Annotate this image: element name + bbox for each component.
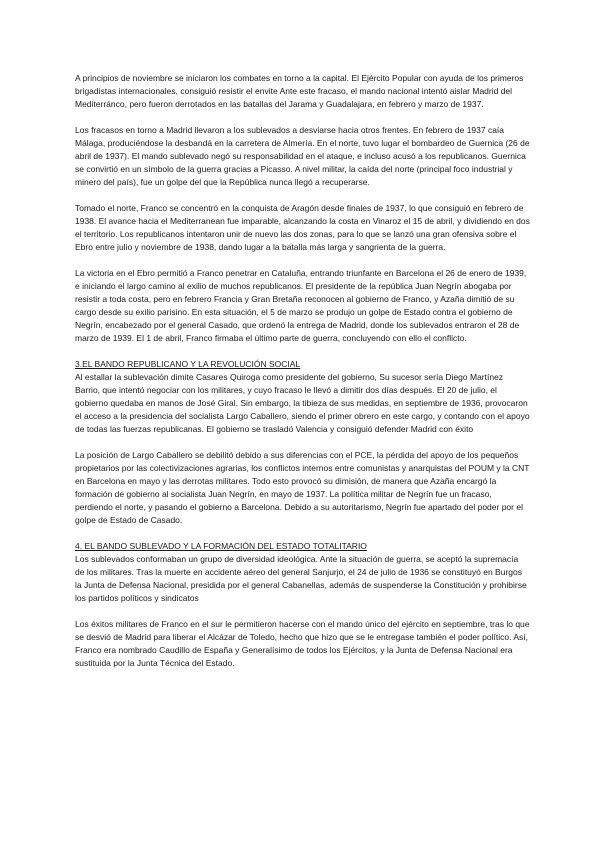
paragraph-end-of-war: La victoria en el Ebro permitió a Franco penetrar en Cataluña, entrando triunfante en Barcelona el 26 de enero de 1939, e iniciando el largo camino al exilio de muchos republicanos. El presidente de la república Juan Negrín abogaba por resistir a toda costa, pero en febrero Francia y Gran Bretaña reconocen al gobierno de Franco, y Azaña dimitió de su cargo desde su exilio parisino. En esta situación, el 5 de marzo se produjo un golpe de Estado contra el gobierno de Negrín, encabezado por el general Casado, que ordenó la entrega de Madrid, donde los sublevados entraron el 28 de marzo de 1939. El 1 de abril, Franco firmaba el último parte de guerra, concluyendo con ello el conflicto. (75, 268, 527, 343)
paragraph-republican-government: Al estallar la sublevación dimite Casares Quiroga como presidente del gobierno, Su sucesor sería Diego Martínez Barrio, que intentó negociar con los militares, y cuyo fracaso le llevó a dimitir dos días después. El 20 de julio, el gobierno quedaba en manos de José Giral. Sin embargo, la tibieza de sus medidas, en septiembre de 1936, provocaron el acceso a la presidencia del socialista Largo Caballero, siendo el primer obrero en este cargo, y contando con el apoyo de todas las fuerzas republicanas. El gobierno se trasladó Valencia y consiguió defender Madrid con éxito (75, 372, 530, 434)
section-heading-nationalist: 4. EL BANDO SUBLEVADO Y LA FORMACIÓN DEL ESTADO TOTALITARIO (75, 541, 367, 551)
paragraph-junta-defensa: Los sublevados conformaban un grupo de diversidad ideológica. Ante la situación de guerra, se aceptó la supremacía de los militares. Tras la muerte en accidente aéreo del general Sanjurjo, el 24 de julio de 1936 se constituyó en Burgos la Junta de Defensa Nacional, presidida por el general Cabanellas, además de suspenderse la Constitución y prohibirse los partidos políticos y sindicatos (75, 554, 527, 603)
paragraph-madrid-combat: A principios de noviembre se iniciaron los combates en torno a la capital. El Ejército Popular con ayuda de los primeros brigadistas internacionales, consiguió resistir el envite Ante este fracaso, el mando nacional intentó aislar Madrid del Mediterránco, pero fueron derrotados en las batallas del Jarama y Guadalajara, en febrero y marzo de 1937. (75, 73, 524, 109)
document-page (75, 72, 530, 683)
paragraph-aragon-ebro: Tomado el norte, Franco se concentró en la conquista de Aragón desde finales de 1937, lo que consiguió en febrero de 1938. El avance hacia el Mediterranean fue imparable, alcanzando la costa en Vinaroz el 15 de abril, y dividiendo en dos el territorio. Los republicanos intentaron unir de nuevo las dos zonas, para lo que se lanzó una gran ofensiva sobre el Ebro entre julio y noviembre de 1938, dando lugar a la batalla más larga y sangrienta de la guerra. (75, 203, 530, 252)
section-heading-republican: 3.EL BANDO REPUBLICANO Y LA REVOLUCIÓN SOCIAL (75, 359, 301, 369)
paragraph-franco-caudillo: Los éxitos militares de Franco en el sur le permitieron hacerse con el mando único del ejército en septiembre, tras lo que se desvió de Madrid para liberar el Alcázar de Toledo, hecho que hizo que se le entregase también el poder político. Así, Franco era nombrado Caudillo de España y Generalísimo de todos los Ejércitos, y la Junta de Defensa Nacional era sustituida por la Junta Técnica del Estado. (75, 619, 530, 668)
paragraph-largo-caballero: La posición de Largo Caballero se debilitó debido a sus diferencias con el PCE, la pérdida del apoyo de los pequeños propietarios por las colectivizaciones agrarias, los conflictos internos entre comunistas y anarquistas del POUM y la CNT en Barcelona en mayo y las derrotas militares. Todo esto provocó su dimisión, de manera que Azaña encargó la formación de gobierno al socialista Juan Negrín, en mayo de 1937. La política militar de Negrín fue un fracaso, perdiendo el norte, y pasando el gobierno a Barcelona. Debido a su autoritarismo, Negrín fue apartado del poder por el golpe de Estado de Casado. (75, 450, 530, 525)
paragraph-other-fronts: Los fracasos en torno a Madrid llevaron a los sublevados a desviarse hacia otros frentes. En febrero de 1937 caía Málaga, produciéndose la desbandá en la carretera de Almería. En el norte, tuvo lugar el bombardeo de Guernica (26 de abril de 1937). El mando sublevado negó su responsabilidad en el ataque, e incluso acusó a los republicanos. Guernica se convirtió en un símbolo de la guerra gracias a Picasso. A nivel militar, la caída del norte (principal foco industrial y minero del país), fue un golpe del que la República nunca llegó a recuperarse. (75, 125, 530, 187)
